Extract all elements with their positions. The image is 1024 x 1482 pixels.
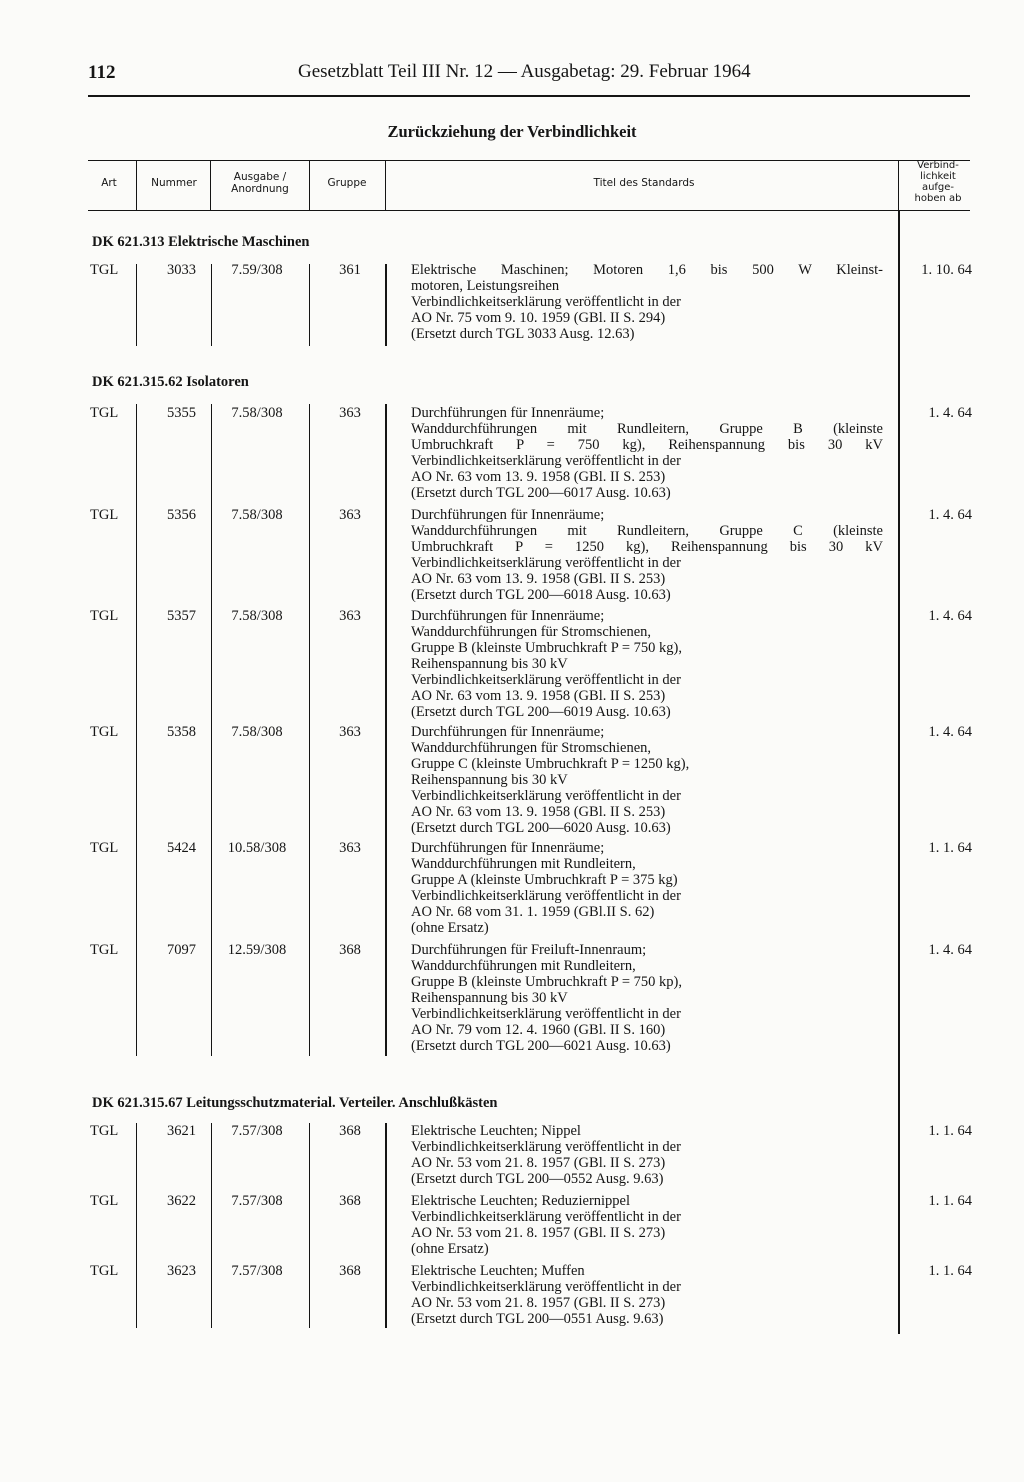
row-title	[411, 507, 883, 603]
title-line: Wanddurchführungen mit Rundleitern,	[411, 856, 636, 872]
title-line: Gruppe A (kleinste Umbruchkraft P = 375 kg)	[411, 872, 678, 888]
title-line: (Ersetzt durch TGL 3033 Ausg. 12.63)	[411, 326, 635, 342]
row-nummer: 5424	[167, 840, 196, 856]
row-ausgabe: 12.59/308	[227, 942, 287, 958]
row-art: TGL	[90, 942, 119, 958]
col-header-titel: Titel des Standards	[593, 177, 695, 189]
col-sep	[309, 1123, 310, 1328]
row-aufgehoben: 1. 1. 64	[928, 840, 972, 856]
title-line: Umbruchkraft P = 1250 kg), Reihenspannung bis 30 kV	[411, 539, 883, 555]
title-line: Durchführungen für Innenräume;	[411, 405, 605, 421]
row-gruppe: 363	[339, 724, 361, 740]
title-line: (Ersetzt durch TGL 200—6019 Ausg. 10.63)	[411, 704, 671, 720]
title-line: Reihenspannung bis 30 kV	[411, 772, 568, 788]
title-line: Gruppe B (kleinste Umbruchkraft P = 750 kg),	[411, 640, 683, 656]
title-line: (ohne Ersatz)	[411, 920, 489, 936]
row-aufgehoben: 1. 1. 64	[928, 1263, 972, 1279]
row-ausgabe: 7.58/308	[231, 405, 283, 421]
title-line: Verbindlichkeitserklärung veröffentlicht in der	[411, 788, 681, 804]
title-line: AO Nr. 53 vom 21. 8. 1957 (GBl. II S. 273)	[411, 1155, 666, 1171]
row-nummer: 5355	[167, 405, 196, 421]
row-art: TGL	[90, 262, 119, 278]
title-line: Verbindlichkeitserklärung veröffentlicht in der	[411, 1139, 681, 1155]
col-sep	[385, 264, 387, 346]
title-line: Wanddurchführungen mit Rundleitern, Gruppe C (kleinste	[411, 523, 883, 539]
col-header-gruppe: Gruppe	[327, 177, 367, 189]
title-line: (Ersetzt durch TGL 200—6021 Ausg. 10.63)	[411, 1038, 671, 1054]
col-sep	[385, 404, 387, 1056]
title-line: (Ersetzt durch TGL 200—0552 Ausg. 9.63)	[411, 1171, 664, 1187]
hdr-sep-5	[898, 161, 899, 210]
row-art: TGL	[90, 724, 119, 740]
row-nummer: 3033	[167, 262, 196, 278]
row-ausgabe: 7.57/308	[231, 1193, 283, 1209]
col-sep	[211, 264, 212, 346]
row-art: TGL	[90, 608, 119, 624]
row-ausgabe: 7.58/308	[231, 724, 283, 740]
title-line: Durchführungen für Innenräume;	[411, 724, 605, 740]
row-nummer: 3622	[167, 1193, 196, 1209]
group-heading: DK 621.315.67 Leitungsschutzmaterial. Verteiler. Anschlußkästen	[92, 1095, 498, 1111]
group-heading: DK 621.313 Elektrische Maschinen	[92, 234, 310, 250]
col-sep	[385, 1123, 387, 1328]
row-nummer: 7097	[167, 942, 196, 958]
col-sep	[136, 404, 137, 1056]
title-line: Reihenspannung bis 30 kV	[411, 656, 568, 672]
row-title	[411, 1263, 883, 1327]
title-line: Durchführungen für Innenräume;	[411, 608, 605, 624]
row-aufgehoben: 1. 10. 64	[921, 262, 972, 278]
row-gruppe: 363	[339, 608, 361, 624]
row-art: TGL	[90, 507, 119, 523]
row-ausgabe: 7.58/308	[231, 507, 283, 523]
title-line: AO Nr. 63 vom 13. 9. 1958 (GBl. II S. 253)	[411, 804, 666, 820]
row-title	[411, 1193, 883, 1257]
row-nummer: 3623	[167, 1263, 196, 1279]
title-line: Verbindlichkeitserklärung veröffentlicht in der	[411, 453, 681, 469]
title-line: Verbindlichkeitserklärung veröffentlicht in der	[411, 1209, 681, 1225]
row-ausgabe: 7.57/308	[231, 1123, 283, 1139]
title-line: (Ersetzt durch TGL 200—6017 Ausg. 10.63)	[411, 485, 671, 501]
title-line: Durchführungen für Freiluft-Innenraum;	[411, 942, 647, 958]
row-aufgehoben: 1. 4. 64	[928, 942, 972, 958]
title-line: (Ersetzt durch TGL 200—0551 Ausg. 9.63)	[411, 1311, 664, 1327]
row-ausgabe: 7.59/308	[231, 262, 283, 278]
row-gruppe: 363	[339, 840, 361, 856]
row-ausgabe: 10.58/308	[227, 840, 287, 856]
hdr-sep-2	[210, 161, 211, 210]
title-line: Durchführungen für Innenräume;	[411, 507, 605, 523]
row-title	[411, 1123, 883, 1187]
row-title	[411, 942, 883, 1054]
row-title	[411, 608, 883, 720]
row-gruppe: 368	[339, 1123, 361, 1139]
row-nummer: 5356	[167, 507, 196, 523]
title-line: (ohne Ersatz)	[411, 1241, 489, 1257]
title-line: (Ersetzt durch TGL 200—6018 Ausg. 10.63)	[411, 587, 671, 603]
row-gruppe: 368	[339, 1263, 361, 1279]
title-line: Wanddurchführungen für Stromschienen,	[411, 624, 652, 640]
row-nummer: 5358	[167, 724, 196, 740]
row-aufgehoben: 1. 4. 64	[928, 608, 972, 624]
aufgehoben-column-rule	[898, 210, 900, 1334]
header-rule	[88, 95, 970, 97]
row-art: TGL	[90, 1193, 119, 1209]
title-line: AO Nr. 63 vom 13. 9. 1958 (GBl. II S. 253)	[411, 469, 666, 485]
title-line: Gruppe C (kleinste Umbruchkraft P = 1250 kg),	[411, 756, 690, 772]
title-line: AO Nr. 63 vom 13. 9. 1958 (GBl. II S. 253)	[411, 571, 666, 587]
row-gruppe: 368	[339, 942, 361, 958]
title-line: AO Nr. 63 vom 13. 9. 1958 (GBl. II S. 253)	[411, 688, 666, 704]
title-line: Reihenspannung bis 30 kV	[411, 990, 568, 1006]
col-header-ausgabe: Ausgabe / Anordnung	[231, 171, 289, 195]
title-line: (Ersetzt durch TGL 200—6020 Ausg. 10.63)	[411, 820, 671, 836]
row-gruppe: 368	[339, 1193, 361, 1209]
row-title	[411, 724, 883, 836]
row-title	[411, 405, 883, 501]
title-line: Elektrische Leuchten; Muffen	[411, 1263, 585, 1279]
title-line: Verbindlichkeitserklärung veröffentlicht in der	[411, 888, 681, 904]
section-title: Zurückziehung der Verbindlichkeit	[387, 122, 637, 141]
title-line: Wanddurchführungen mit Rundleitern,	[411, 958, 636, 974]
running-head: Gesetzblatt Teil III Nr. 12 — Ausgabetag: 29. Februar 1964	[298, 61, 751, 82]
col-header-aufgehoben: Verbind- lichkeit aufge- hoben ab	[914, 160, 962, 204]
title-line: Gruppe B (kleinste Umbruchkraft P = 750 kp),	[411, 974, 683, 990]
title-line: Elektrische Maschinen; Motoren 1,6 bis 500 W Kleinst-	[411, 262, 883, 278]
title-line: Durchführungen für Innenräume;	[411, 840, 605, 856]
row-gruppe: 361	[339, 262, 361, 278]
row-nummer: 3621	[167, 1123, 196, 1139]
row-title	[411, 840, 883, 936]
title-line: Verbindlichkeitserklärung veröffentlicht in der	[411, 555, 681, 571]
row-gruppe: 363	[339, 405, 361, 421]
row-gruppe: 363	[339, 507, 361, 523]
title-line: Elektrische Leuchten; Nippel	[411, 1123, 581, 1139]
title-line: Verbindlichkeitserklärung veröffentlicht in der	[411, 1279, 681, 1295]
title-line: Wanddurchführungen mit Rundleitern, Gruppe B (kleinste	[411, 421, 883, 437]
col-sep	[309, 264, 310, 346]
title-line: Umbruchkraft P = 750 kg), Reihenspannung bis 30 kV	[411, 437, 883, 453]
row-nummer: 5357	[167, 608, 196, 624]
page-number: 112	[88, 62, 116, 83]
col-sep	[136, 1123, 137, 1328]
title-line: AO Nr. 53 vom 21. 8. 1957 (GBl. II S. 273)	[411, 1225, 666, 1241]
row-art: TGL	[90, 1123, 119, 1139]
title-line: AO Nr. 68 vom 31. 1. 1959 (GBl.II S. 62)	[411, 904, 655, 920]
row-art: TGL	[90, 405, 119, 421]
row-art: TGL	[90, 840, 119, 856]
row-aufgehoben: 1. 1. 64	[928, 1193, 972, 1209]
title-line: Verbindlichkeitserklärung veröffentlicht in der	[411, 294, 681, 310]
hdr-sep-1	[136, 161, 137, 210]
table-header-top-rule	[88, 160, 970, 161]
hdr-sep-4	[385, 161, 386, 210]
title-line: AO Nr. 53 vom 21. 8. 1957 (GBl. II S. 273)	[411, 1295, 666, 1311]
title-line: Elektrische Leuchten; Reduziernippel	[411, 1193, 631, 1209]
row-ausgabe: 7.58/308	[231, 608, 283, 624]
row-aufgehoben: 1. 1. 64	[928, 1123, 972, 1139]
col-header-nummer: Nummer	[151, 177, 197, 189]
title-line: Wanddurchführungen für Stromschienen,	[411, 740, 652, 756]
title-line: Verbindlichkeitserklärung veröffentlicht in der	[411, 672, 681, 688]
col-sep	[309, 404, 310, 1056]
hdr-sep-3	[309, 161, 310, 210]
col-header-art: Art	[101, 177, 117, 189]
title-line: motoren, Leistungsreihen	[411, 278, 560, 294]
col-sep	[136, 264, 137, 346]
table-header-bottom-rule	[88, 210, 970, 211]
row-aufgehoben: 1. 4. 64	[928, 724, 972, 740]
row-aufgehoben: 1. 4. 64	[928, 405, 972, 421]
title-line: AO Nr. 79 vom 12. 4. 1960 (GBl. II S. 160)	[411, 1022, 666, 1038]
row-aufgehoben: 1. 4. 64	[928, 507, 972, 523]
title-line: AO Nr. 75 vom 9. 10. 1959 (GBl. II S. 294)	[411, 310, 666, 326]
group-heading: DK 621.315.62 Isolatoren	[92, 374, 249, 390]
row-title	[411, 262, 883, 342]
row-ausgabe: 7.57/308	[231, 1263, 283, 1279]
title-line: Verbindlichkeitserklärung veröffentlicht in der	[411, 1006, 681, 1022]
row-art: TGL	[90, 1263, 119, 1279]
col-sep	[211, 1123, 212, 1328]
col-sep	[211, 404, 212, 1056]
